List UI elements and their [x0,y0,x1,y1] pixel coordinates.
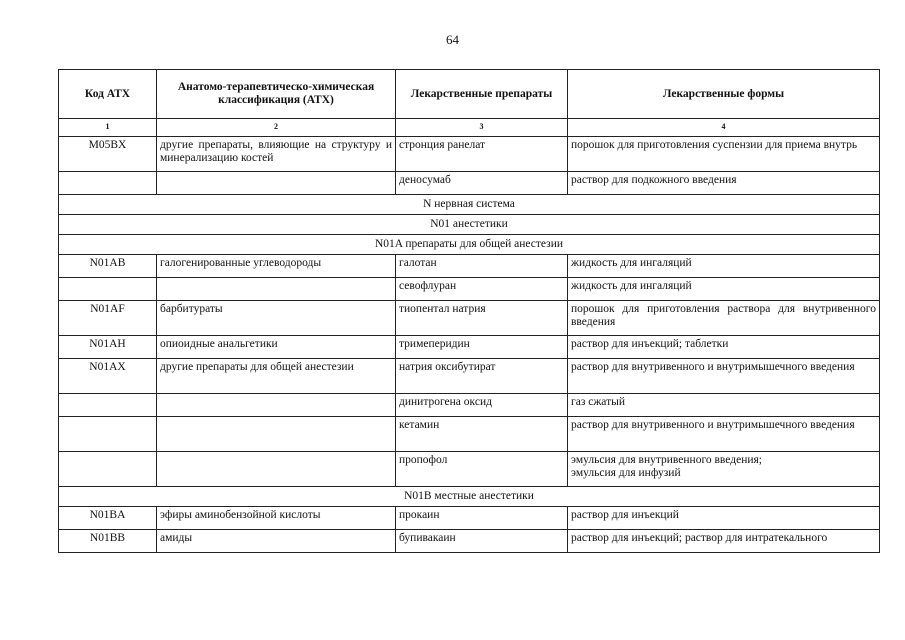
classification-cell [157,278,396,301]
header-code: Код АТХ [59,70,157,119]
classification-cell: другие препараты, влияющие на структуру и минерализацию костей [157,137,396,172]
header-classification: Анатомо-терапевтическо-химическая классификация (АТХ) [157,70,396,119]
atx-table [58,69,880,553]
code-cell: N01AX [59,359,157,394]
classification-cell: барбитураты [157,301,396,336]
table-row [59,359,880,394]
drug-cell: бупивакаин [396,530,568,553]
classification-cell: амиды [157,530,396,553]
drug-cell: кетамин [396,417,568,452]
section-title: N нервная система [59,195,880,215]
form-cell: жидкость для ингаляций [568,278,880,301]
drug-cell: динитрогена оксид [396,394,568,417]
form-cell: порошок для приготовления раствора для внутривенного введения [568,301,880,336]
header-row [59,70,880,119]
form-cell: раствор для инъекций; таблетки [568,336,880,359]
column-number-row [59,119,880,137]
header-drugs: Лекарственные препараты [396,70,568,119]
drug-cell: стронция ранелат [396,137,568,172]
code-cell [59,417,157,452]
classification-cell: галогенированные углеводороды [157,255,396,278]
table-row [59,417,880,452]
table-row [59,255,880,278]
section-row [59,195,880,215]
code-cell [59,452,157,487]
drug-cell: натрия оксибутират [396,359,568,394]
code-cell: N01AB [59,255,157,278]
column-number: 3 [396,119,568,137]
code-cell: N01BB [59,530,157,553]
code-cell: N01BA [59,507,157,530]
table-row [59,172,880,195]
classification-cell [157,452,396,487]
column-number: 2 [157,119,396,137]
classification-cell: другие препараты для общей анестезии [157,359,396,394]
code-cell: M05BX [59,137,157,172]
drug-cell: тримеперидин [396,336,568,359]
form-cell: раствор для внутривенного и внутримышечного введения [568,417,880,452]
section-row [59,215,880,235]
section-row [59,235,880,255]
classification-cell [157,394,396,417]
classification-cell: опиоидные анальгетики [157,336,396,359]
table-row [59,507,880,530]
table-row [59,394,880,417]
section-title: N01 анестетики [59,215,880,235]
page-number: 64 [446,32,459,47]
form-cell: раствор для внутривенного и внутримышечного введения [568,359,880,394]
drug-cell: прокаин [396,507,568,530]
form-cell: раствор для инъекций [568,507,880,530]
table-body [59,137,880,553]
table-row [59,452,880,487]
code-cell: N01AF [59,301,157,336]
drug-cell: галотан [396,255,568,278]
classification-cell: эфиры аминобензойной кислоты [157,507,396,530]
form-cell: газ сжатый [568,394,880,417]
form-cell: порошок для приготовления суспензии для приема внутрь [568,137,880,172]
table-row [59,530,880,553]
code-cell [59,394,157,417]
table-row [59,278,880,301]
section-row [59,487,880,507]
drug-cell: тиопентал натрия [396,301,568,336]
form-cell: жидкость для ингаляций [568,255,880,278]
form-cell: эмульсия для внутривенного введения; эмульсия для инфузий [568,452,880,487]
code-cell: N01AH [59,336,157,359]
table-row [59,336,880,359]
code-cell [59,172,157,195]
section-title: N01A препараты для общей анестезии [59,235,880,255]
drug-cell: севофлуран [396,278,568,301]
classification-cell [157,417,396,452]
column-number: 1 [59,119,157,137]
drug-cell: пропофол [396,452,568,487]
drug-cell: деносумаб [396,172,568,195]
section-title: N01B местные анестетики [59,487,880,507]
header-forms: Лекарственные формы [568,70,880,119]
form-cell: раствор для подкожного введения [568,172,880,195]
table-row [59,301,880,336]
code-cell [59,278,157,301]
classification-cell [157,172,396,195]
form-cell: раствор для инъекций; раствор для интратекального [568,530,880,553]
column-number: 4 [568,119,880,137]
table-row [59,137,880,172]
